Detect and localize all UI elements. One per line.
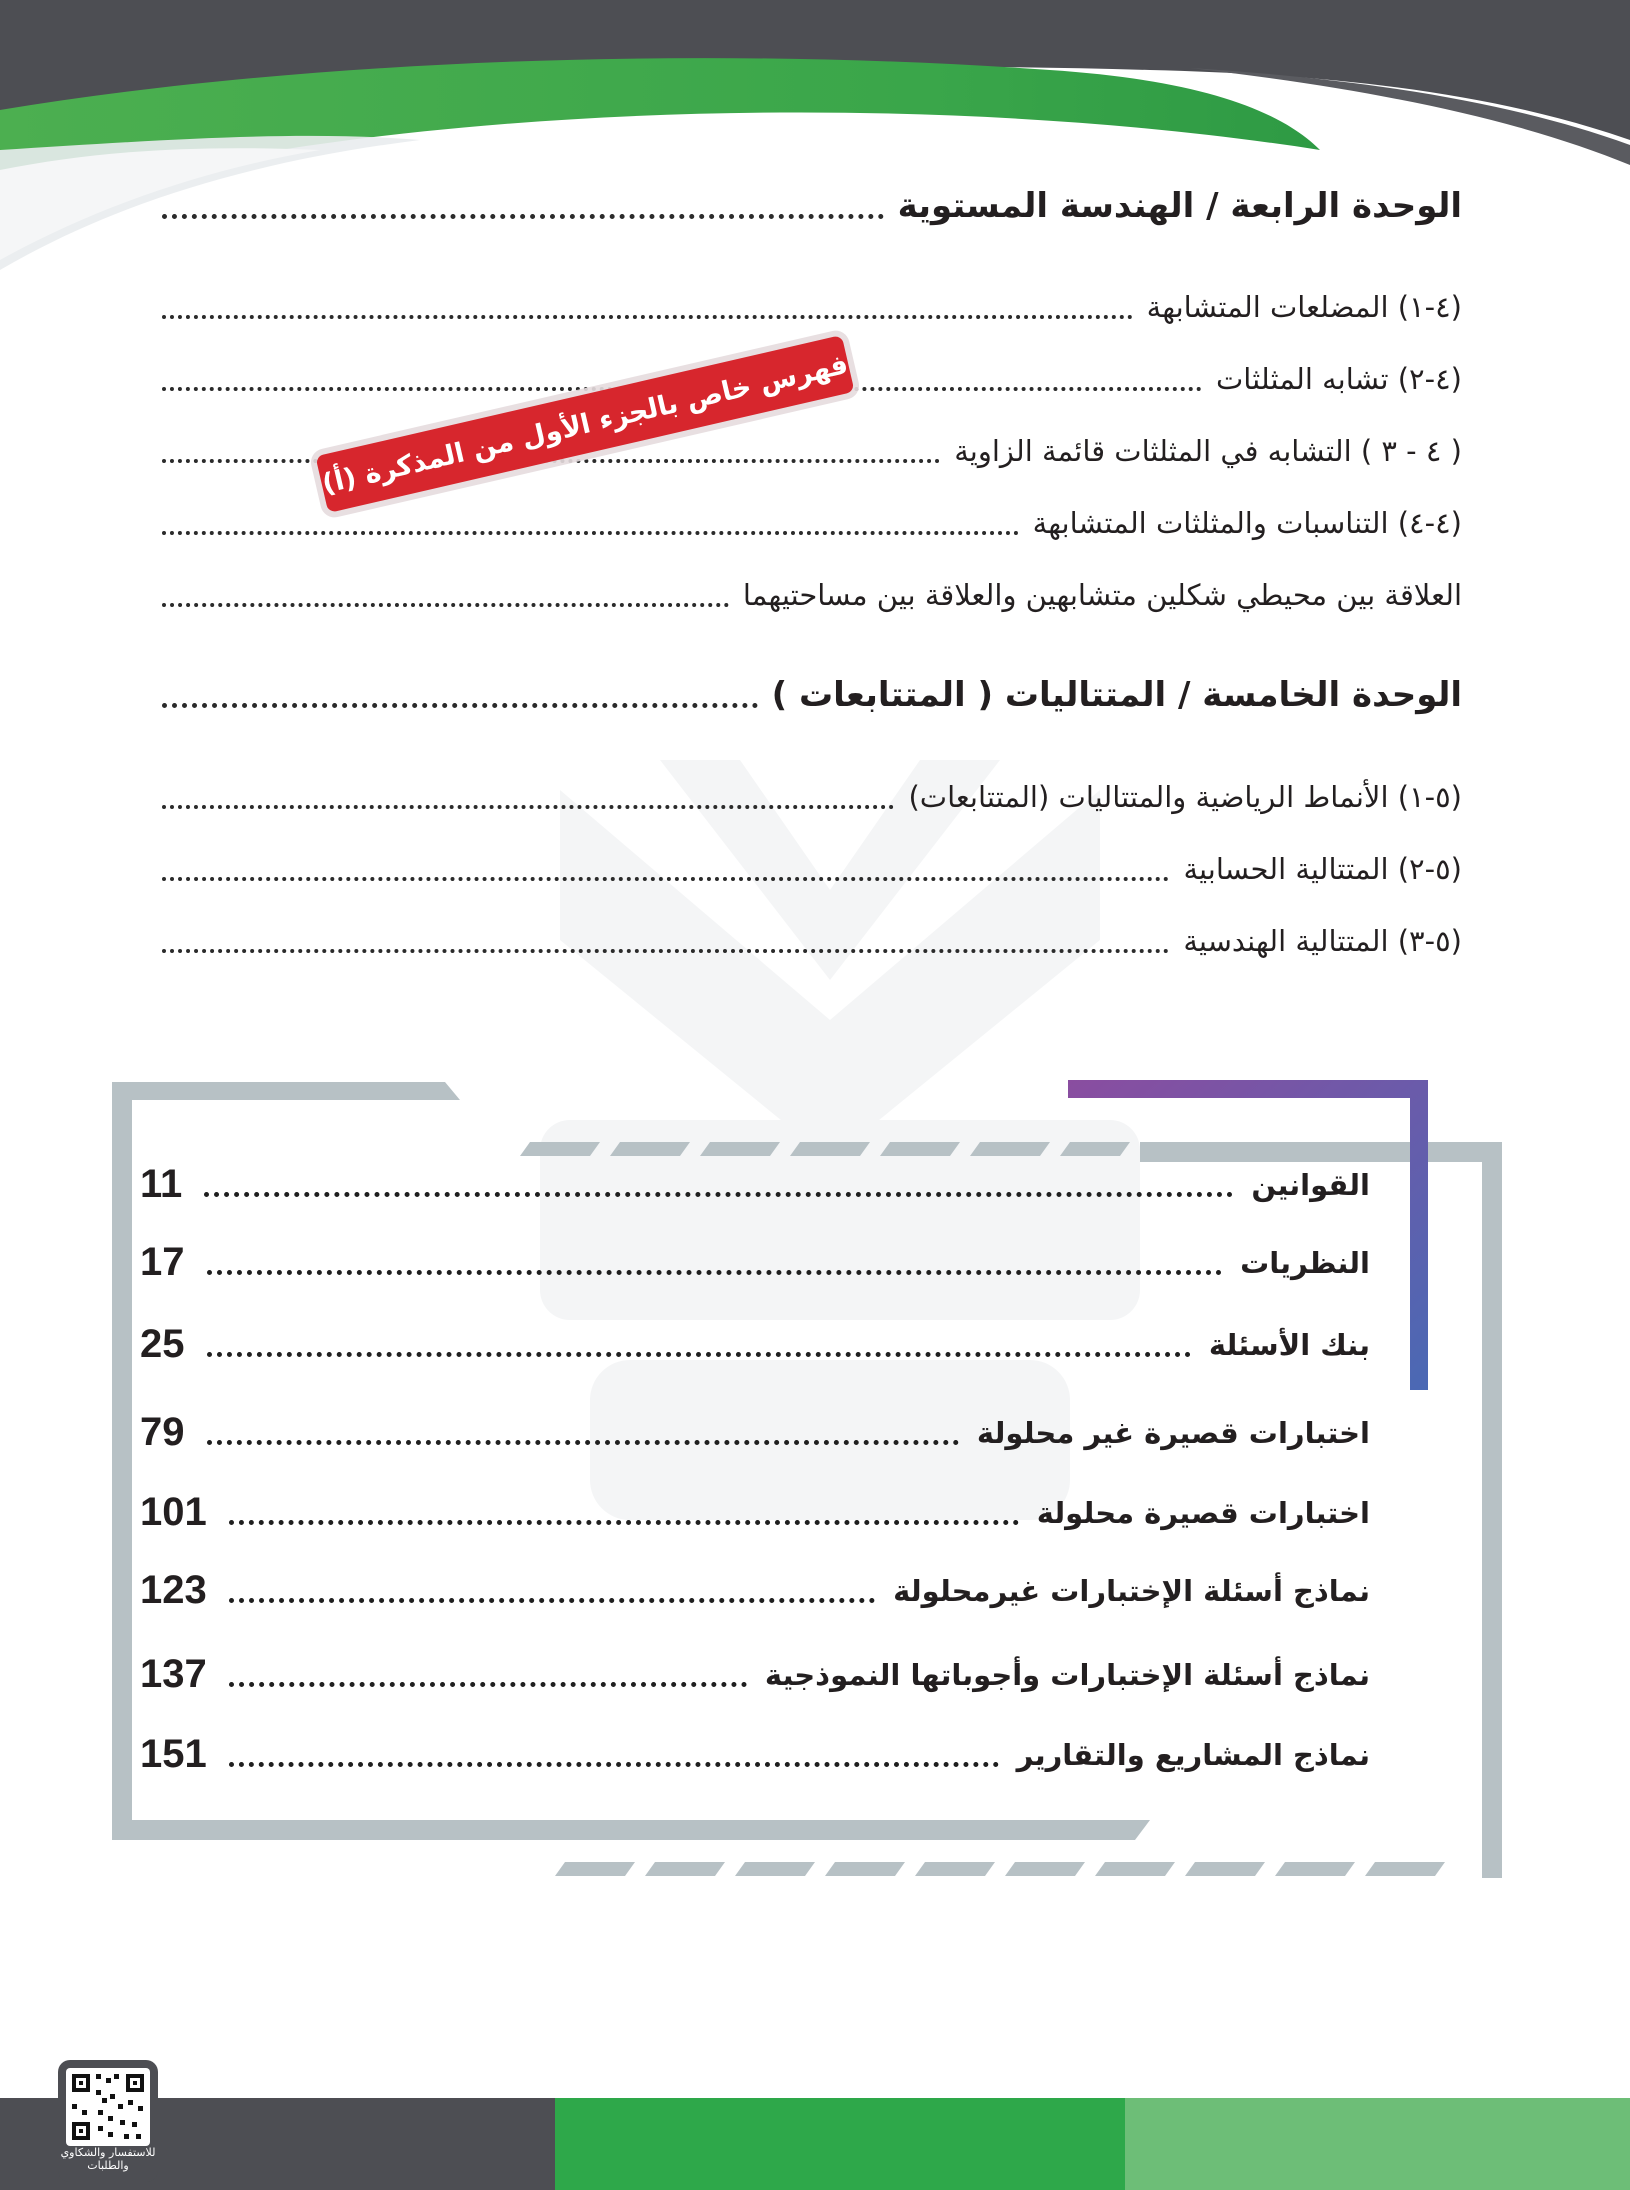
unit5-title: الوحدة الخامسة / المتتاليات ( المتتابعات ) [771,675,1462,715]
lesson-title: ( ٤ - ٣ ) التشابه في المثلثات قائمة الزاوية [954,434,1462,468]
lesson-title: (٤-٢) تشابه المثلثات [1216,362,1462,396]
unit5-lesson-2 [162,852,1462,886]
index-label: بنك الأسئلة [1208,1327,1370,1362]
index-row [140,1240,1370,1285]
leader-dots [207,1440,959,1445]
unit5-lesson-3 [162,924,1462,958]
header-band [0,0,1630,290]
leader-dots [207,1352,1191,1357]
index-label: القوانين [1251,1167,1370,1202]
index-page-number: 151 [140,1732,207,1776]
leader-dots [162,949,1169,953]
leader-dots [204,1192,1233,1197]
index-page-number: 137 [140,1652,207,1696]
unit4-lesson-5 [162,578,1462,612]
leader-dots [162,531,1019,535]
leader-dots [207,1270,1223,1275]
index-row [140,1410,1370,1455]
leader-dots [162,877,1169,881]
index-page-number: 25 [140,1322,185,1366]
lesson-title: (٤-١) المضلعات المتشابهة [1146,290,1462,324]
lesson-title: (٤-٤) التناسبات والمثلثات المتشابهة [1032,506,1462,540]
index-row [140,1322,1370,1367]
leader-dots [162,805,894,809]
index-label: نماذج أسئلة الإختبارات وأجوباتها النموذجية [764,1657,1370,1692]
index-page-number: 17 [140,1240,185,1284]
unit4-title-row [162,186,1462,226]
unit4-lesson-1 [162,290,1462,324]
lesson-title: العلاقة بين محيطي شكلين متشابهين والعلاقة بين مساحتيهما [742,578,1462,612]
index-page-number: 101 [140,1490,207,1534]
leader-dots [162,214,884,219]
index-row [140,1568,1370,1613]
leader-dots [162,315,1133,319]
footer-band [0,2098,1630,2190]
index-row [140,1162,1370,1207]
index-label: نماذج أسئلة الإختبارات غيرمحلولة [893,1573,1370,1608]
index-page-number: 11 [140,1162,183,1206]
index-label: نماذج المشاريع والتقارير [1016,1737,1370,1772]
index-page-number: 79 [140,1410,185,1454]
qr-caption: للاستفسار والشكاوي والطلبات [60,2146,156,2172]
leader-dots [162,703,758,708]
index-page-number: 123 [140,1568,207,1612]
leader-dots [229,1762,999,1767]
unit5-title-row [162,675,1462,715]
index-label: اختبارات قصيرة غير محلولة [976,1415,1370,1450]
leader-dots [229,1520,1019,1525]
leader-dots [229,1682,747,1687]
unit4-lesson-4 [162,506,1462,540]
lesson-title: (٥-١) الأنماط الرياضية والمتتاليات (المتتابعات) [908,780,1462,814]
unit5-lesson-1 [162,780,1462,814]
index-row [140,1732,1370,1777]
lesson-title: (٥-٢) المتتالية الحسابية [1183,852,1462,886]
lesson-title: (٥-٣) المتتالية الهندسية [1183,924,1462,958]
leader-dots [162,603,729,607]
index-label: النظريات [1240,1245,1370,1280]
index-label: اختبارات قصيرة محلولة [1036,1495,1370,1530]
index-row [140,1490,1370,1535]
unit4-title: الوحدة الرابعة / الهندسة المستوية [897,186,1462,226]
index-row [140,1652,1370,1697]
part-one-stamp: فهرس خاص بالجزء الأول من المذكرة (أ) [315,335,854,513]
leader-dots [229,1598,875,1603]
